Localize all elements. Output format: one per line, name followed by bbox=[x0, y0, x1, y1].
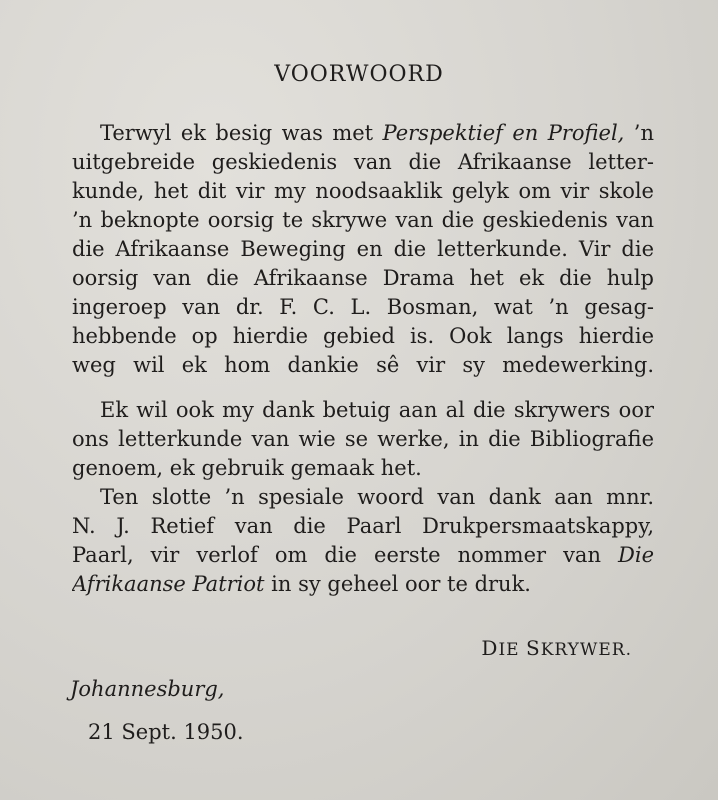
paragraph-1-line-2: uitgebreide geskiedenis van die Afrikaanse letter- bbox=[72, 150, 654, 174]
paragraph-1-line-1: Terwyl ek besig was met Perspektief en Profiel, ’n bbox=[100, 121, 654, 145]
paragraph-3-line-3: Paarl, vir verlof om die eerste nommer van Die bbox=[72, 543, 654, 567]
paragraph-2-line-1: Ek wil ook my dank betuig aan al die skrywers oor bbox=[100, 398, 654, 422]
paragraph-1-line-9: weg wil ek hom dankie sê vir sy medewerking. bbox=[72, 353, 654, 377]
paragraph-2-line-2: ons letterkunde van wie se werke, in die Bibliografie bbox=[72, 427, 654, 451]
paragraph-1-line-6: oorsig van die Afrikaanse Drama het ek die hulp bbox=[72, 266, 654, 290]
author-signoff: DIE SKRYWER. bbox=[481, 636, 632, 660]
paragraph-3-line-4: Afrikaanse Patriot in sy geheel oor te druk. bbox=[72, 572, 531, 596]
paragraph-1-line-3: kunde, het dit vir my noodsaaklik gelyk om vir skole bbox=[72, 179, 654, 203]
paragraph-2-line-3: genoem, ek gebruik gemaak het. bbox=[72, 456, 422, 480]
paragraph-1-line-7: ingeroep van dr. F. C. L. Bosman, wat ’n gesag- bbox=[72, 295, 654, 319]
place-name: Johannesburg, bbox=[70, 677, 225, 701]
paragraph-1-line-4: ’n beknopte oorsig te skrywe van die geskiedenis van bbox=[72, 208, 654, 232]
paragraph-1-line-5: die Afrikaanse Beweging en die letterkunde. Vir die bbox=[72, 237, 654, 261]
paragraph-3-line-1: Ten slotte ’n spesiale woord van dank aan mnr. bbox=[100, 485, 654, 509]
newspaper-title-italic-cont: Afrikaanse Patriot bbox=[72, 572, 265, 596]
paragraph-3-line-2: N. J. Retief van die Paarl Drukpersmaatskappy, bbox=[72, 514, 654, 538]
newspaper-title-italic: Die bbox=[618, 543, 654, 567]
paragraph-1-line-8: hebbende op hierdie gebied is. Ook langs hierdie bbox=[72, 324, 654, 348]
book-title-italic: Perspektief en Profiel, bbox=[382, 121, 625, 145]
date-line: 21 Sept. 1950. bbox=[88, 720, 244, 744]
page-title: VOORWOORD bbox=[274, 62, 444, 87]
